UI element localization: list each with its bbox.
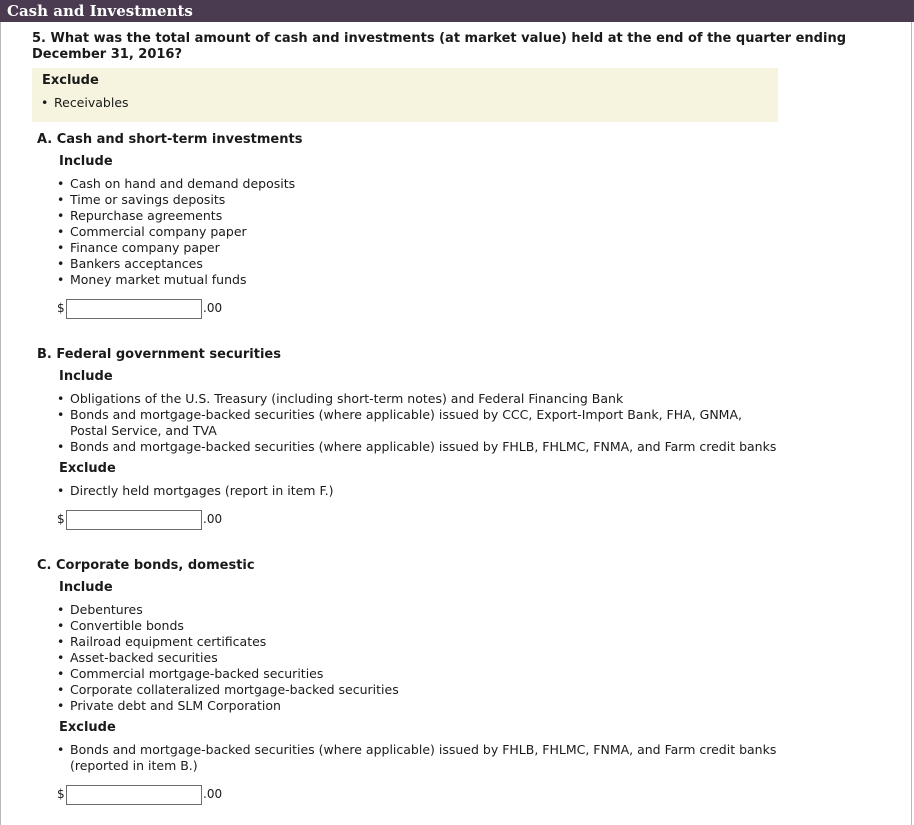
list-item: • Private debt and SLM Corporation xyxy=(57,698,777,714)
section-c-title: C. Corporate bonds, domestic xyxy=(37,558,255,573)
section-b-include-list xyxy=(57,391,777,455)
section-header: Cash and Investments xyxy=(0,0,914,22)
cents-suffix: .00 xyxy=(203,301,223,315)
section-b-include-label: Include xyxy=(59,369,113,384)
section-c-exclude-label: Exclude xyxy=(59,720,116,735)
list-item: • Asset-backed securities xyxy=(57,650,777,666)
section-a-amount-input[interactable] xyxy=(66,299,202,319)
currency-symbol: $ xyxy=(57,787,65,801)
section-b-exclude-list xyxy=(57,483,777,499)
section-b-title: B. Federal government securities xyxy=(37,347,281,362)
cents-suffix: .00 xyxy=(203,512,223,526)
list-item: • Money market mutual funds xyxy=(57,272,777,288)
list-item: • Receivables xyxy=(41,95,129,111)
section-a-include-list xyxy=(57,176,777,288)
section-c-amount-input[interactable] xyxy=(66,785,202,805)
list-item: • Repurchase agreements xyxy=(57,208,777,224)
cents-suffix: .00 xyxy=(203,787,223,801)
list-item: • Directly held mortgages (report in item F.) xyxy=(57,483,777,499)
list-item: • Commercial mortgage-backed securities xyxy=(57,666,777,682)
list-item: • Cash on hand and demand deposits xyxy=(57,176,777,192)
list-item: • Commercial company paper xyxy=(57,224,777,240)
list-item: • Time or savings deposits xyxy=(57,192,777,208)
list-item: • Convertible bonds xyxy=(57,618,777,634)
list-item: • Railroad equipment certificates xyxy=(57,634,777,650)
list-item: • Bonds and mortgage-backed securities (where applicable) issued by FHLB, FHLMC, FNMA, and Farm credit banks xyxy=(57,439,777,455)
currency-symbol: $ xyxy=(57,512,65,526)
list-item: • Finance company paper xyxy=(57,240,777,256)
list-item: • Debentures xyxy=(57,602,777,618)
section-a-title: A. Cash and short-term investments xyxy=(37,132,303,147)
list-item: • Bonds and mortgage-backed securities (where applicable) issued by FHLB, FHLMC, FNMA, and Farm credit banks (reported in item B.) xyxy=(57,742,777,774)
list-item: • Bonds and mortgage-backed securities (where applicable) issued by CCC, Export-Import Bank, FHA, GNMA, Postal Service, and TVA xyxy=(57,407,777,439)
exclude-note-label: Exclude xyxy=(42,73,99,88)
section-b-exclude-label: Exclude xyxy=(59,461,116,476)
section-c-exclude-list xyxy=(57,742,777,774)
section-c-include-label: Include xyxy=(59,580,113,595)
list-item: • Bankers acceptances xyxy=(57,256,777,272)
section-b-amount-input[interactable] xyxy=(66,510,202,530)
list-item: • Obligations of the U.S. Treasury (including short-term notes) and Federal Financing Bank xyxy=(57,391,777,407)
list-item: • Corporate collateralized mortgage-backed securities xyxy=(57,682,777,698)
question-text: 5. What was the total amount of cash and investments (at market value) held at the end of the quarter ending December 31, 2016? xyxy=(32,31,847,62)
section-c-include-list xyxy=(57,602,777,714)
exclude-note-list xyxy=(41,95,129,111)
exclude-note-box xyxy=(32,68,778,122)
section-a-include-label: Include xyxy=(59,154,113,169)
currency-symbol: $ xyxy=(57,301,65,315)
